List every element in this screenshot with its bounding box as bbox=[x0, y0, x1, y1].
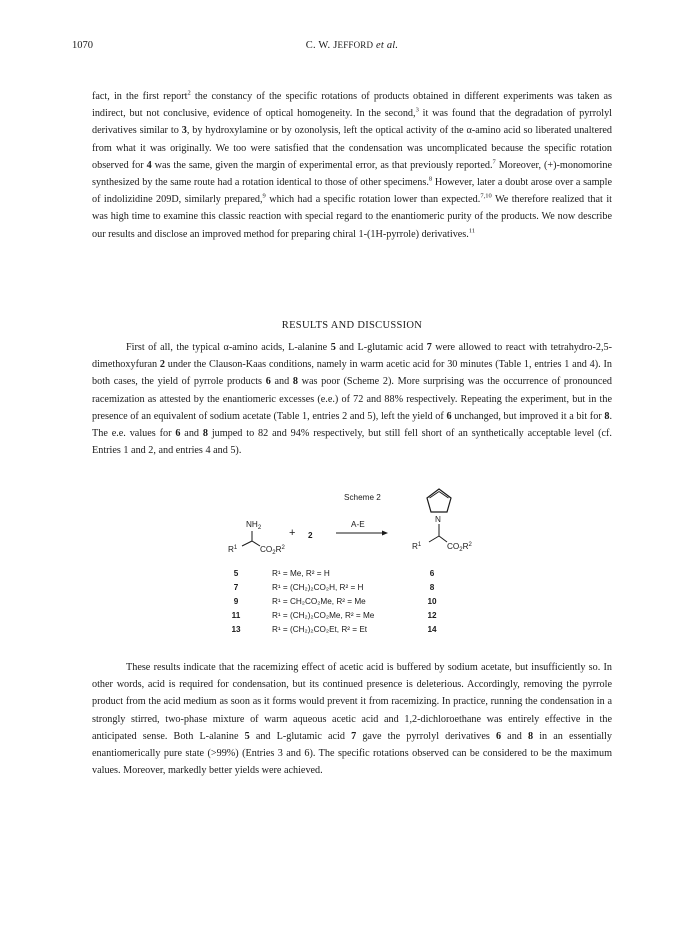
text-run: and L-glutamic acid bbox=[249, 730, 352, 742]
compound-definition: R¹ = CH₂CO₂Me, R² = Me bbox=[272, 597, 366, 606]
r1-label: $R^1$ bbox=[228, 545, 238, 554]
compound-number: 6 bbox=[495, 730, 502, 742]
scheme-2 bbox=[196, 486, 516, 636]
compound-number: 7 bbox=[426, 342, 432, 353]
compound-number: 2 bbox=[159, 359, 165, 371]
page-number: 1070 bbox=[72, 40, 93, 51]
text-run: and bbox=[270, 376, 293, 388]
text-run: was poor (Scheme 2). More surprising was the occurrence of pronounced racemization as attested by the enantiomeric excesses (e.e.) of 72 and 88% respectively. Repeating the experiment, but in the presence of an equivalent of sodium acetate (Table 1, entries 2 and 5), left the yield of bbox=[92, 376, 612, 422]
text-run: fact, in the first report bbox=[92, 91, 188, 102]
compound-table bbox=[231, 569, 437, 634]
compound-number: 7 bbox=[351, 730, 357, 742]
plus-sign: + bbox=[289, 527, 296, 539]
compound-definition: R¹ = (CH₂)₂CO₂Et, R² = Et bbox=[272, 625, 368, 634]
reaction-conditions: A-E bbox=[351, 520, 365, 529]
compound-number-start: 7 bbox=[233, 583, 239, 592]
compound-number: 8 bbox=[292, 376, 298, 388]
compound-number-product: 10 bbox=[427, 597, 437, 606]
compound-number: 6 bbox=[175, 428, 181, 440]
reference-superscript: 3 bbox=[415, 106, 419, 114]
et-al: et al. bbox=[376, 40, 399, 51]
compound-number: 5 bbox=[244, 730, 250, 742]
compound-number-start: 9 bbox=[233, 597, 239, 606]
text-run: However, later a doubt arose over a sample of indolizidine 209D, similarly prepared, bbox=[92, 177, 612, 206]
reference-superscript: 2 bbox=[187, 89, 191, 97]
scheme-drawing bbox=[196, 486, 516, 636]
text-run: unchanged, but improved it a bit for bbox=[451, 410, 605, 422]
product-r1-bond bbox=[429, 536, 439, 542]
text-run: under the Clauson-Kaas conditions, namely in warm acetic acid for 30 minutes (Table 1, entries 1 and 4). In both cases, the yield of pyrrole products bbox=[92, 359, 612, 388]
text-run: the constancy of the specific rotations of products obtained in different experiments was taken as indirect, but not conclusive, evidence of optical homogeneity. In the second, bbox=[92, 91, 612, 120]
text-run: jumped to 82 and 94% respectively, but still fell short of an synthetically acceptable level (cf. Entries 1 and 2, and entries 4 and 5). bbox=[92, 428, 612, 457]
product-r1-label: $R^1$ bbox=[412, 542, 422, 551]
compound-number: 4 bbox=[146, 159, 152, 171]
compound-number: 3 bbox=[181, 125, 187, 137]
paragraph-results bbox=[92, 339, 612, 459]
text-run: was the same, given the margin of experimental error, as that previously reported. bbox=[151, 159, 493, 171]
text-run: , by hydroxylamine or by ozonolysis, left the optical activity of the α-amino acid so liberated unaltered from what it was originally. We too were satisfied that the condensation was uncomplicated because the specific rotation observed for bbox=[92, 125, 612, 171]
text-run: in an essentially enantiomerically pure state (>99%) (Entries 3 and 6). The specific rotations observed can be considered to be the maximum values. Moreover, markedly better yields were achieved. bbox=[92, 730, 612, 777]
paragraph-conclusion bbox=[92, 659, 612, 779]
pyrrole-ring bbox=[427, 489, 451, 512]
compound-definition: R¹ = (CH₂)₂CO₂H, R² = H bbox=[272, 583, 364, 592]
text-run: These results indicate that the racemizing effect of acetic acid is buffered by sodium acetate, but insufficiently so. In other words, acid is required for condensation, but its continued presence is deleterious. Accordingly, removing the pyrrole product from the acid medium as soon as it forms would prevent it from racemizing. In practice, running the condensation in a strongly stirred, two-phase mixture of warm aqueous acetic acid and 1,2-dichloroethane was entirely effective in the anticipated sense. Both L-alanine bbox=[92, 662, 612, 742]
text-run: it was found that the degradation of pyrrolyl derivatives similar to bbox=[92, 108, 612, 137]
author-surname-rest: EFFORD bbox=[337, 40, 374, 50]
compound-number-product: 6 bbox=[429, 569, 435, 578]
product-carboxyl-bond bbox=[439, 536, 447, 542]
compound-number-start: 5 bbox=[233, 569, 239, 578]
compound-number: 8 bbox=[202, 428, 208, 440]
reference-superscript: 7 bbox=[492, 158, 496, 166]
running-title bbox=[72, 40, 632, 51]
compound-number: 8 bbox=[528, 730, 534, 742]
text-run: and bbox=[180, 428, 203, 440]
text-run: We therefore realized that it was high time to examine this classic reaction with special regard to the enantiomeric purity of the products. We now describe our results and disclose an improved method for preparing chiral 1-(1H-pyrrole) derivatives. bbox=[92, 194, 612, 240]
co2r2-label: $CO_2R^2$ bbox=[260, 545, 285, 556]
compound-number-start: 11 bbox=[231, 611, 241, 620]
reaction-arrowhead bbox=[382, 531, 388, 536]
carboxyl-bond bbox=[252, 541, 260, 546]
compound-number-product: 14 bbox=[427, 625, 437, 634]
r1-bond bbox=[242, 541, 252, 546]
paragraph-intro-continued bbox=[92, 88, 612, 243]
compound-definition: R¹ = Me, R² = H bbox=[272, 569, 330, 578]
compound-number: 8 bbox=[604, 410, 610, 422]
product-co2r2-label: $CO_2R^2$ bbox=[447, 542, 472, 553]
text-run: . The e.e. values for bbox=[92, 410, 612, 440]
reference-superscript: 11 bbox=[468, 227, 476, 235]
text-run: were allowed to react with tetrahydro-2,5-dimethoxyfuran bbox=[92, 342, 612, 371]
compound-number-product: 8 bbox=[429, 583, 435, 592]
reference-superscript: 7,10 bbox=[480, 192, 492, 200]
text-run: First of all, the typical α-amino acids, L-alanine bbox=[126, 342, 331, 353]
text-run: gave the pyrrolyl derivatives bbox=[356, 730, 496, 742]
page-header bbox=[72, 40, 632, 56]
compound-number-start: 13 bbox=[231, 625, 241, 634]
scheme-title: Scheme 2 bbox=[344, 493, 381, 502]
compound-number: 6 bbox=[265, 376, 271, 388]
reference-superscript: 9 bbox=[262, 192, 266, 200]
compound-definition: R¹ = (CH₂)₂CO₂Me, R² = Me bbox=[272, 611, 375, 620]
compound-number: 5 bbox=[330, 342, 336, 353]
pyrrole-nitrogen: N bbox=[435, 515, 441, 524]
section-heading: RESULTS AND DISCUSSION bbox=[281, 320, 423, 331]
text-run: and bbox=[501, 730, 528, 742]
text-run: Moreover, (+)-monomorine synthesized by the same route had a rotation identical to those of other specimens. bbox=[92, 159, 612, 189]
text-run: which had a specific rotation lower than expected. bbox=[265, 194, 481, 206]
compound-number: 6 bbox=[446, 410, 452, 422]
reagent-number: 2 bbox=[308, 531, 313, 540]
compound-number-product: 12 bbox=[427, 611, 437, 620]
amine-label: $NH_2$ bbox=[246, 520, 262, 531]
author-initials: C. W. J bbox=[305, 40, 338, 51]
text-run: and L-glutamic acid bbox=[335, 342, 427, 353]
reference-superscript: 8 bbox=[428, 175, 433, 183]
